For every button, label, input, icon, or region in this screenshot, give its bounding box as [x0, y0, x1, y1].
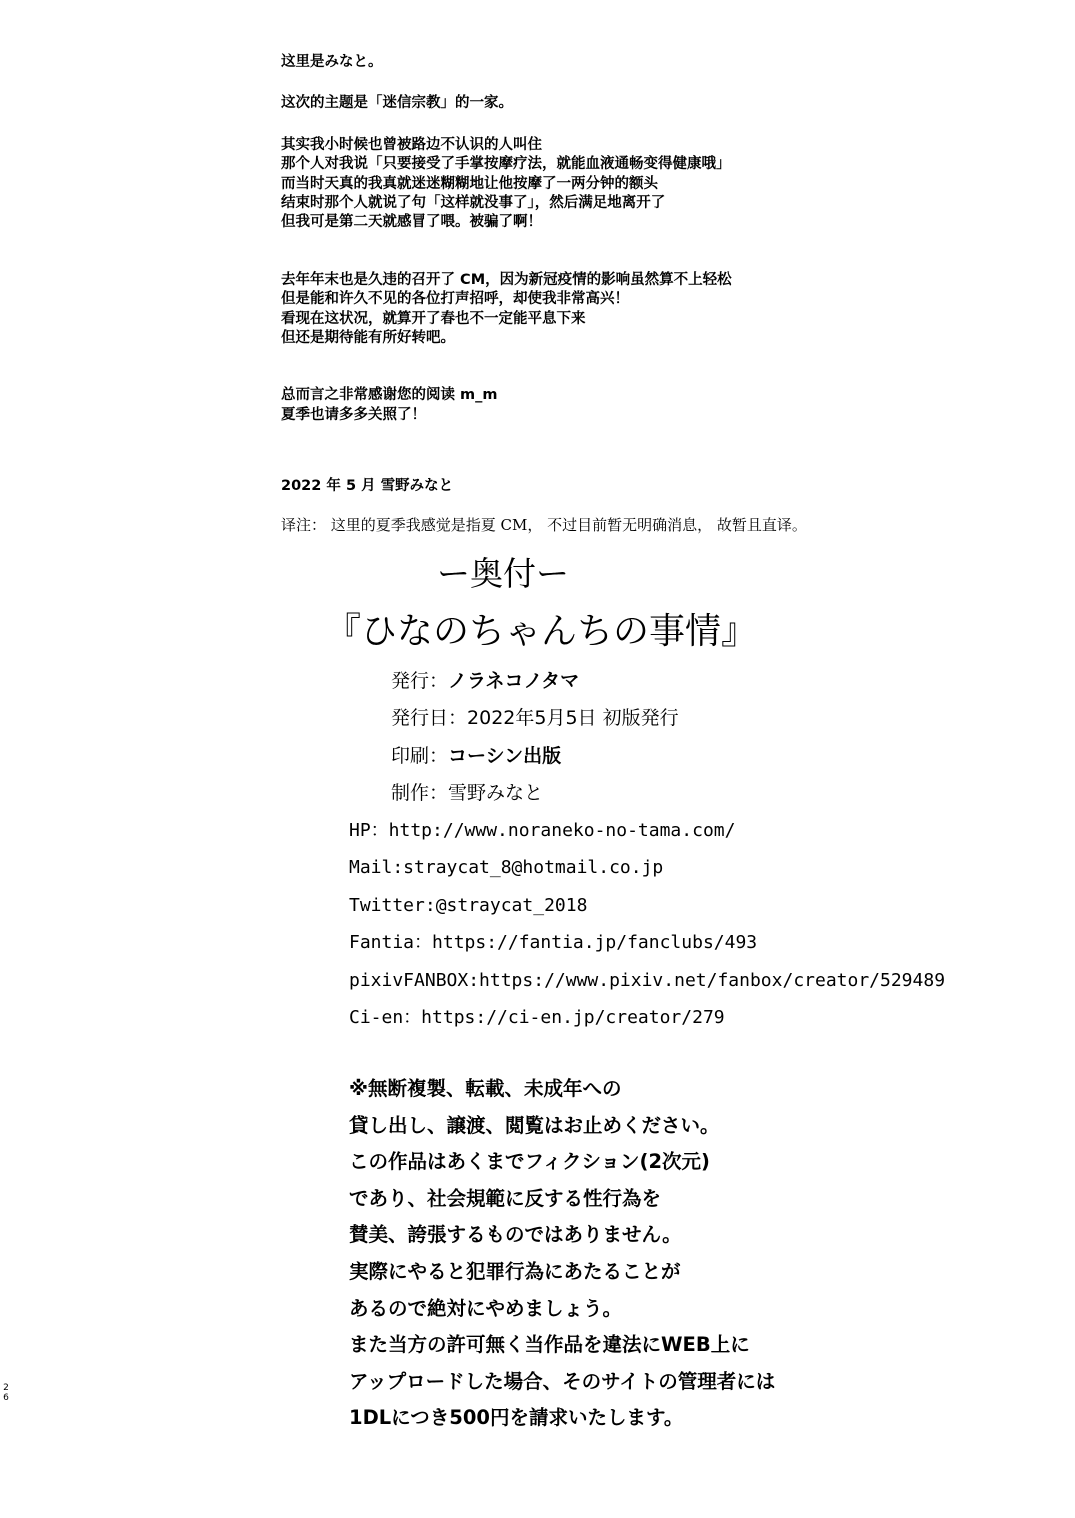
notice-line: 貸し出し、譲渡、閲覧はお止めください。 [349, 1113, 720, 1137]
afterword-line: 而当时天真的我真就迷迷糊糊地让他按摩了一两分钟的额头 [281, 175, 658, 192]
link-ci-en: Ci-en：https://ci-en.jp/creator/279 [349, 1006, 725, 1028]
credit-value: ノラネコノタマ [448, 670, 580, 692]
link-mail: Mail:straycat_8@hotmail.co.jp [349, 857, 664, 879]
legal-notice [349, 1075, 775, 1441]
afterword-line: 去年年末也是久违的召开了 CM，因为新冠疫情的影响虽然算不上轻松 [281, 271, 732, 288]
page-number [1, 1383, 11, 1403]
credit-label: 制作： [391, 781, 449, 804]
afterword-line: 但还是期待能有所好转吧。 [281, 329, 455, 346]
credit-label: 発行： [391, 670, 449, 692]
notice-line: また当方の許可無く当作品を違法にWEB上に [349, 1333, 750, 1357]
colophon-heading: ー奥付ー [437, 554, 569, 593]
afterword [281, 53, 981, 425]
link-twitter: Twitter:@straycat_2018 [349, 894, 588, 916]
afterword-line: 看现在这状况，就算开了春也不一定能平息下来 [281, 310, 586, 327]
afterword-line: 夏季也请多多关照了！ [281, 406, 426, 423]
notice-line: 実際にやると犯罪行為にあたることが [349, 1259, 681, 1283]
notice-line: であり、社会規範に反する性行為を [349, 1186, 662, 1210]
afterword-line: 结束时那个人就说了句「这样就没事了」，然后满足地离开了 [281, 194, 666, 211]
notice-line: 賛美、誇張するものではありません。 [349, 1223, 682, 1247]
link-pixiv-fanbox: pixivFANBOX:https://www.pixiv.net/fanbox/creator/529489 [349, 969, 946, 991]
credits-list [391, 668, 679, 817]
credit-value: 雪野みなと [448, 781, 544, 804]
credit-value: 2022年5月5日 初版発行 [467, 707, 679, 730]
credit-value: コーシン出版 [448, 744, 562, 767]
notice-line: この作品はあくまでフィクション(2次元) [349, 1150, 710, 1174]
notice-line: アップロードした場合、そのサイトの管理者には [349, 1369, 776, 1393]
afterword-line: 但我可是第二天就感冒了喂。被骗了啊！ [281, 214, 542, 231]
credit-row-printer [391, 743, 679, 780]
afterword-line: 这里是みなと。 [281, 54, 383, 70]
page-number-digit: 6 [3, 1393, 9, 1403]
link-fantia: Fantia：https://fantia.jp/fanclubs/493 [349, 932, 758, 954]
afterword-line: 其实我小时候也曾被路边不认识的人叫住 [281, 136, 542, 153]
credit-row-publisher [391, 668, 679, 705]
page-number-digit: 2 [3, 1383, 9, 1393]
afterword-line: 那个人对我说「只要接受了手掌按摩疗法，就能血液通畅变得健康哦」 [281, 156, 731, 173]
afterword-line: 总而言之非常感谢您的阅读 m_m [281, 387, 498, 404]
credit-row-date [391, 705, 679, 742]
afterword-line: 这次的主题是「迷信宗教」的一家。 [281, 95, 513, 112]
credit-row-author [391, 780, 679, 817]
contact-links [349, 818, 945, 1042]
translator-note: 译注： 这里的夏季我感觉是指夏 CM， 不过目前暂无明确消息， 故暂且直译。 [281, 516, 807, 534]
notice-line: ※無断複製、転載、未成年への [349, 1077, 622, 1100]
link-homepage: HP：http://www.noraneko-no-tama.com/ [349, 820, 736, 841]
afterword-line: 但是能和许久不见的各位打声招呼，却使我非常高兴！ [281, 291, 629, 308]
credit-label: 発行日： [391, 707, 468, 730]
book-title: 『ひなのちゃんちの事情』 [325, 611, 758, 652]
afterword-signature: 2022 年 5 月 雪野みなと [281, 478, 454, 494]
notice-line: あるので絶対にやめましょう。 [349, 1296, 623, 1320]
credit-label: 印刷： [391, 744, 449, 767]
notice-line: 1DLにつき500円を請求いたします。 [349, 1406, 684, 1430]
